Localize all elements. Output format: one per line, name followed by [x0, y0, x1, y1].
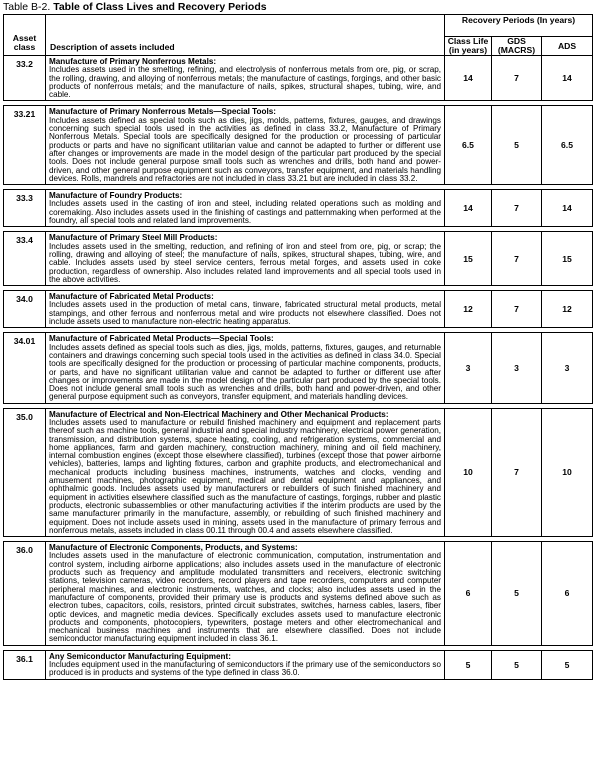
class-life-cell: 10 — [445, 408, 492, 536]
class-lives-table — [3, 14, 593, 680]
row-body: Includes assets defined as special tools such as dies, jigs, molds, patterns, fixtures, gauges, and returnable containers and drawings concerning such special tools used in the activities as defined in class 34.0. Special tools are specifically designed for the production or processing of particular machine components, products, or parts, and have no significant utilitarian value and cannot be adapted to further or different use after changes or improvements are made in the model design of the particular part produced by the special tools. Does not include general small tools such as wrenches and drills, both hand and power-driven, and other general purpose equipment such as conveyors, transfer equipment, and materials handling devices. — [49, 342, 441, 402]
row-body: Includes assets used in the manufacture of electronic communication, computation, instrumentation and control system, including airborne applications; also includes assets used in the manufacture of electronic products such as frequency and amplitude modulated transmitters and receivers, electronic switching stations, television cameras, video recorders, record players and tape recorders, computers and computer peripheral machines, and electronic instruments, watches, and clocks; also includes assets used in the manufacture of components, provided their primary use is products and systems defined above such as electron tubes, capacitors, coils, resistors, printed circuit substrates, switches, harness cables, lasers, fiber optic devices, and magnetic media devices. Specifically excludes assets used to manufacture electronic products and components, photocopiers, typewriters, postage meters and other electromechanical and mechanical business machines and instruments that are elsewhere classified. Does not include semiconductor manufacturing equipment included in class 36.1. — [49, 551, 441, 644]
asset-class-cell: 33.21 — [4, 106, 46, 185]
description-cell — [46, 650, 445, 679]
table-row — [4, 650, 593, 679]
ads-cell: 3 — [542, 333, 593, 403]
asset-class-cell: 33.3 — [4, 190, 46, 227]
class-life-header: Class Life (in years) — [445, 37, 492, 56]
gds-cell: 7 — [492, 232, 542, 286]
table-row — [4, 542, 593, 646]
ads-cell: 14 — [542, 56, 593, 101]
class-life-cell: 6 — [445, 542, 492, 646]
table-row — [4, 106, 593, 185]
row-body: Includes assets used in the casting of iron and steel, including related operations such as molding and coremaking. Also includes assets used in the finishing of castings and patternmaking when performed at the foundry, all special tools and related land improvements. — [49, 199, 441, 226]
class-life-cell: 15 — [445, 232, 492, 286]
table-body — [4, 56, 593, 680]
table-row — [4, 56, 593, 101]
class-life-cell: 14 — [445, 190, 492, 227]
row-body: Includes assets used in the smelting, reduction, and refining of iron and steel from ore, pig, or scrap; the rolling, drawing and alloying of steel; the manufacture of nails, spikes, structural shapes, tubing, wire, and cable. Includes assets used by steel service centers, ferrous metal forges, and assets used in coke production, regardless of ownership. Also includes related land improvements and all special tools used in the above activities. — [49, 241, 441, 284]
table-row — [4, 333, 593, 403]
row-title: Manufacture of Electrical and Non-Electrical Machinery and Other Mechanical Products: — [49, 409, 389, 419]
table-number: Table B-2. — [3, 1, 51, 13]
row-body: Includes assets used to manufacture or rebuild finished machinery and equipment and replacement parts thereof such as machine tools, general industrial and special industry machinery, electrical power generation, transmission, and distribution systems, space heating, cooling, and refrigeration systems, commercial and home appliances, farm and garden machinery, construction machinery, mining and oil field machinery, internal combustion engines (except those elsewhere classified), turbines (except those that power airborne vehicles), batteries, lamps and lighting fixtures, carbon and graphite products, and electromechanical and mechanical products including business machines, instruments, watches and clocks, vending and amusement machines, photographic equipment, medical and dental equipment and appliances, and ophthalmic goods. Includes assets used by manufacturers or rebuilders of such finished machinery and equipment in activities elsewhere classified such as the manufacture of castings, forgings, rubber and plastic products, electronic subassemblies or other manufacturing activities if the interim products are used by the same manufacturer primarily in the manufacture, assembly, or rebuilding of such finished machinery and equipment. Does not include assets used in mining, assets used in the manufacture of primary ferrous and nonferrous metals, assets included in class 00.11 through 00.4 and assets elsewhere classified. — [49, 417, 441, 535]
row-body: Includes assets defined as special tools such as dies, jigs, molds, patterns, fixtures, gauges, and drawings concerning such special tools used in the activities as defined in class 33.2, Manufacture of Primary Nonferrous Metals. Special tools are specifically designed for the production or processing of particular products or parts and have no significant utilitarian value and cannot be adapted to further or different use after changes or improvements are made in the model design of the particular part produced by the special tools. Does not include general purpose small tools such as wrenches and drills, both hand and power-driven, and other general purpose equipment such as conveyors, transfer equipment, and materials handling devices. Rolls, mandrels and refractories are not included in class 33.21 but are included in class 33.2. — [49, 115, 441, 183]
asset-class-cell: 33.4 — [4, 232, 46, 286]
description-cell — [46, 408, 445, 536]
ads-cell: 6 — [542, 542, 593, 646]
table-row — [4, 408, 593, 536]
ads-cell: 12 — [542, 291, 593, 328]
table-row — [4, 291, 593, 328]
row-body: Includes assets used in the smelting, refining, and electrolysis of nonferrous metals from ore, pig, or scrap, the rolling, drawing, and alloying of nonferrous metals; the manufacture of castings, forgings, and other basic products of nonferrous metals; and the manufacture of nails, spikes, structural shapes, tubing, wire, and cable. — [49, 65, 441, 100]
class-life-cell: 12 — [445, 291, 492, 328]
gds-cell: 7 — [492, 56, 542, 101]
row-title: Manufacture of Primary Nonferrous Metals—Special Tools: — [49, 107, 276, 117]
description-cell — [46, 291, 445, 328]
description-cell — [46, 333, 445, 403]
description-header: Description of assets included — [46, 15, 445, 56]
row-title: Any Semiconductor Manufacturing Equipment: — [49, 651, 231, 661]
asset-class-cell: 34.01 — [4, 333, 46, 403]
recovery-periods-header: Recovery Periods (In years) — [445, 15, 593, 37]
class-life-cell: 6.5 — [445, 106, 492, 185]
row-title: Manufacture of Fabricated Metal Products—Special Tools: — [49, 334, 274, 344]
asset-class-cell: 36.1 — [4, 650, 46, 679]
row-title: Manufacture of Primary Steel Mill Products: — [49, 233, 218, 243]
gds-header: GDS (MACRS) — [492, 37, 542, 56]
gds-cell: 3 — [492, 333, 542, 403]
ads-cell: 10 — [542, 408, 593, 536]
table-row — [4, 190, 593, 227]
asset-class-cell: 36.0 — [4, 542, 46, 646]
gds-cell: 5 — [492, 106, 542, 185]
description-cell — [46, 542, 445, 646]
row-title: Manufacture of Primary Nonferrous Metals: — [49, 57, 217, 66]
ads-cell: 6.5 — [542, 106, 593, 185]
class-life-cell: 3 — [445, 333, 492, 403]
ads-cell: 5 — [542, 650, 593, 679]
row-title: Manufacture of Foundry Products: — [49, 191, 183, 201]
table-row — [4, 232, 593, 286]
class-life-cell: 5 — [445, 650, 492, 679]
class-life-cell: 14 — [445, 56, 492, 101]
asset-class-cell: 34.0 — [4, 291, 46, 328]
gds-cell: 7 — [492, 408, 542, 536]
row-body: Includes equipment used in the manufacturing of semiconductors if the primary use of the semiconductors so produced is in products and systems of the type defined in class 36.0. — [49, 660, 441, 678]
gds-cell: 7 — [492, 190, 542, 227]
description-cell — [46, 106, 445, 185]
ads-cell: 14 — [542, 190, 593, 227]
gds-cell: 7 — [492, 291, 542, 328]
row-body: Includes assets used in the production of metal cans, tinware, fabricated structural metal products, metal stampings, and other ferrous and nonferrous metal and wire products not elsewhere classified. Does not include assets used to manufacture non-electric heating apparatus. — [49, 300, 441, 327]
asset-class-cell: 35.0 — [4, 408, 46, 536]
gds-cell: 5 — [492, 650, 542, 679]
asset-class-header: Asset class — [4, 15, 46, 56]
table-title — [3, 1, 267, 13]
asset-class-cell: 33.2 — [4, 56, 46, 101]
gds-cell: 5 — [492, 542, 542, 646]
row-title: Manufacture of Fabricated Metal Products: — [49, 292, 214, 302]
table-heading: Table of Class Lives and Recovery Periods — [53, 1, 267, 13]
ads-cell: 15 — [542, 232, 593, 286]
description-cell — [46, 232, 445, 286]
description-cell — [46, 56, 445, 101]
description-cell — [46, 190, 445, 227]
row-title: Manufacture of Electronic Components, Products, and Systems: — [49, 543, 298, 553]
ads-header: ADS — [542, 37, 593, 56]
